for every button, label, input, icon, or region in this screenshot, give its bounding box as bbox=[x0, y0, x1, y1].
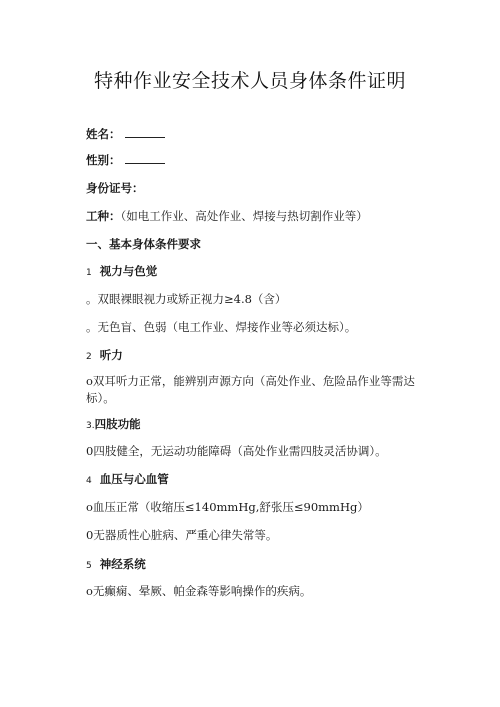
item-heading-hearing bbox=[86, 347, 123, 365]
item-heading-cardio bbox=[86, 471, 169, 489]
id-field bbox=[86, 180, 144, 196]
name-blank bbox=[125, 127, 165, 138]
item-line: 。双眼裸眼视力或矫正视力≥4.8（含） bbox=[86, 292, 287, 306]
item-heading-limbs bbox=[86, 416, 141, 434]
name-field bbox=[86, 126, 165, 142]
item-number: 4 bbox=[86, 476, 92, 486]
item-title: 听力 bbox=[99, 348, 123, 362]
item-title: 血压与心血管 bbox=[99, 472, 169, 486]
gender-blank bbox=[125, 153, 165, 164]
section-heading: 一、基本身体条件要求 bbox=[86, 237, 201, 251]
item-number: 5 bbox=[86, 561, 92, 571]
item-line: o无癫痫、晕厥、帕金森等影响操作的疾病。 bbox=[86, 584, 312, 598]
item-line: 0无器质性心脏病、严重心律失常等。 bbox=[86, 528, 278, 542]
job-field bbox=[86, 208, 368, 224]
item-line: 0四肢健全，无运动功能障碍（高处作业需四肢灵活协调）。 bbox=[86, 444, 387, 458]
job-label: 工种： bbox=[86, 209, 121, 223]
item-line: 。无色盲、色弱（电工作业、焊接作业等必须达标）。 bbox=[86, 320, 357, 334]
item-heading-vision bbox=[86, 263, 157, 281]
item-title: 四肢功能 bbox=[94, 417, 141, 431]
job-value: （如电工作业、高处作业、焊接与热切割作业等） bbox=[120, 209, 368, 223]
item-title: 视力与色觉 bbox=[99, 264, 158, 278]
item-line: o双耳听力正常，能辨别声源方向（高处作业、危险品作业等需达标）。 bbox=[86, 374, 415, 405]
item-heading-neuro bbox=[86, 556, 146, 574]
item-number: 2 bbox=[86, 352, 92, 362]
gender-field bbox=[86, 152, 165, 168]
item-line: o血压正常（收缩压≤140mmHg,舒张压≤90mmHg） bbox=[86, 500, 369, 514]
item-number: 3. bbox=[86, 421, 95, 431]
name-label: 姓名： bbox=[86, 127, 121, 141]
gender-label: 性别： bbox=[86, 153, 121, 167]
id-label: 身份证号： bbox=[86, 181, 144, 195]
item-title: 神经系统 bbox=[99, 557, 146, 571]
item-number: 1 bbox=[86, 268, 92, 278]
document-title: 特种作业安全技术人员身体条件证明 bbox=[93, 70, 406, 92]
